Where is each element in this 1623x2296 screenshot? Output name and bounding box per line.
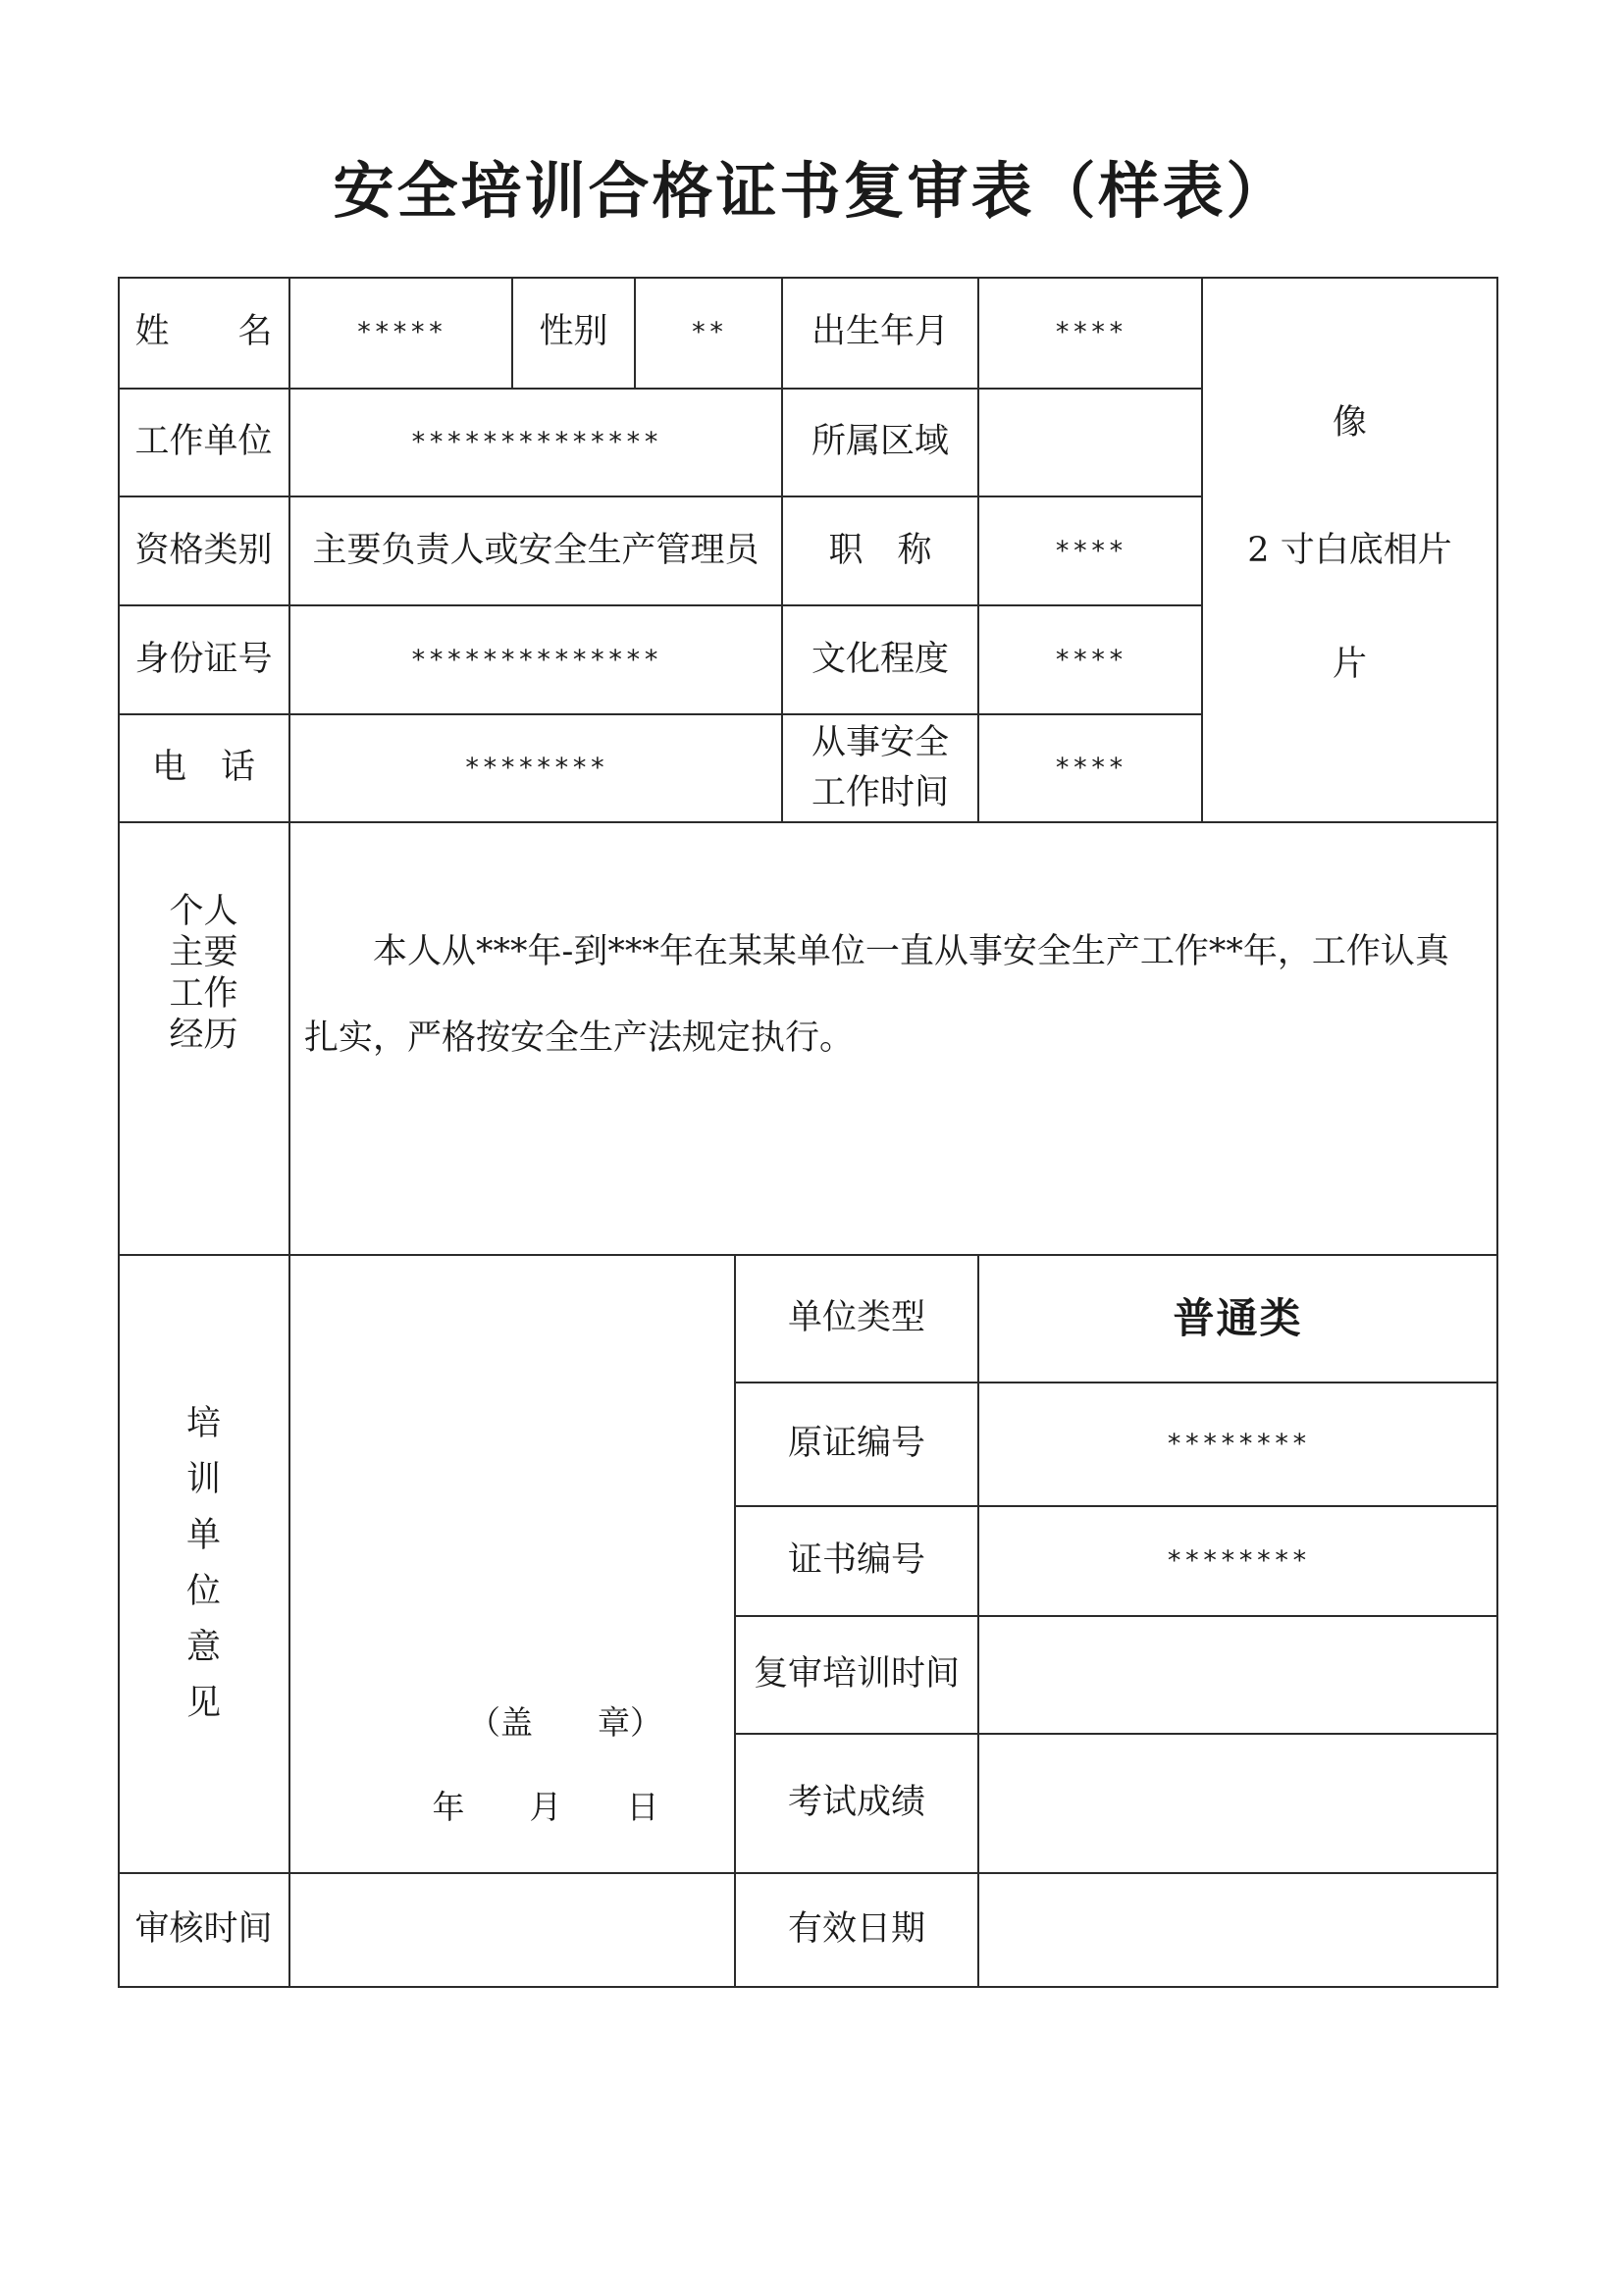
safety-years-label-line2: 工作时间 (811, 773, 949, 812)
safety-years-label (782, 714, 978, 822)
audit-time-value[interactable] (289, 1873, 735, 1987)
opinion-label-char: 见 (185, 1684, 221, 1723)
date-label: 年 月 日 (432, 1787, 659, 1826)
safety-years-label-line1: 从事安全 (811, 723, 949, 763)
qualification-value[interactable]: 主要负责人或安全生产管理员 (312, 530, 759, 570)
history-label-line: 经历 (169, 1016, 238, 1055)
job-title-label: 职 称 (828, 530, 932, 570)
cert-number-value[interactable]: ******** (1166, 1545, 1310, 1577)
seal-label: （盖 章） (468, 1702, 662, 1742)
birth-value[interactable]: **** (1054, 317, 1126, 348)
education-value[interactable]: **** (1054, 644, 1126, 675)
history-label-line: 个人 (169, 892, 238, 931)
region-value[interactable] (978, 389, 1202, 496)
opinion-label-char: 位 (185, 1572, 221, 1611)
opinion-label-char: 意 (185, 1628, 221, 1667)
employer-value[interactable]: ************** (410, 427, 661, 458)
region-label: 所属区域 (811, 422, 949, 462)
opinion-area[interactable] (290, 1256, 734, 1872)
page-title: 安全培训合格证书复审表（样表） (333, 155, 1290, 227)
unit-type-label: 单位类型 (787, 1298, 925, 1338)
qualification-label: 资格类别 (134, 530, 273, 570)
id-number-label: 身份证号 (134, 639, 273, 679)
birth-label: 出生年月 (811, 312, 949, 352)
education-label: 文化程度 (811, 639, 949, 679)
review-training-time-label: 复审培训时间 (753, 1654, 960, 1695)
valid-date-value[interactable] (978, 1873, 1497, 1987)
cert-number-label: 证书编号 (787, 1540, 925, 1581)
exam-score-value[interactable] (978, 1734, 1497, 1873)
opinion-label-char: 培 (185, 1404, 221, 1443)
photo-box[interactable] (1203, 279, 1496, 821)
review-training-time-value[interactable] (978, 1616, 1497, 1734)
safety-years-value[interactable]: **** (1054, 753, 1126, 784)
photo-label-3: 片 (1332, 645, 1367, 685)
history-label-line: 主要 (169, 933, 238, 972)
original-cert-value[interactable]: ******** (1166, 1429, 1310, 1460)
name-label: 姓 名 (134, 312, 273, 352)
audit-time-label: 审核时间 (134, 1909, 273, 1950)
photo-label-1: 像 (1332, 403, 1367, 444)
name-value[interactable]: ***** (355, 317, 446, 348)
job-title-value[interactable]: **** (1054, 535, 1126, 566)
exam-score-label: 考试成绩 (787, 1783, 925, 1823)
valid-date-label: 有效日期 (787, 1909, 925, 1950)
id-number-value[interactable]: ************** (410, 644, 661, 675)
history-text[interactable]: 本人从***年-到***年在某某单位一直从事安全生产工作**年，工作认真扎实，严格按安全生产法规定执行。 (304, 932, 1449, 1058)
employer-label: 工作单位 (134, 422, 273, 462)
opinion-label-char: 单 (185, 1516, 221, 1555)
opinion-label (118, 1255, 289, 1873)
gender-value[interactable]: ** (690, 317, 727, 348)
history-label (118, 822, 289, 1255)
original-cert-label: 原证编号 (787, 1424, 925, 1464)
review-form (118, 277, 1498, 1988)
history-label-line: 工作 (169, 974, 238, 1014)
photo-label-2: 2 寸白底相片 (1247, 531, 1452, 571)
phone-label: 电 话 (151, 748, 255, 788)
unit-type-value[interactable]: 普通类 (1173, 1293, 1303, 1342)
opinion-label-char: 训 (185, 1460, 221, 1499)
gender-label: 性别 (539, 312, 608, 352)
phone-value[interactable]: ******** (463, 753, 608, 784)
